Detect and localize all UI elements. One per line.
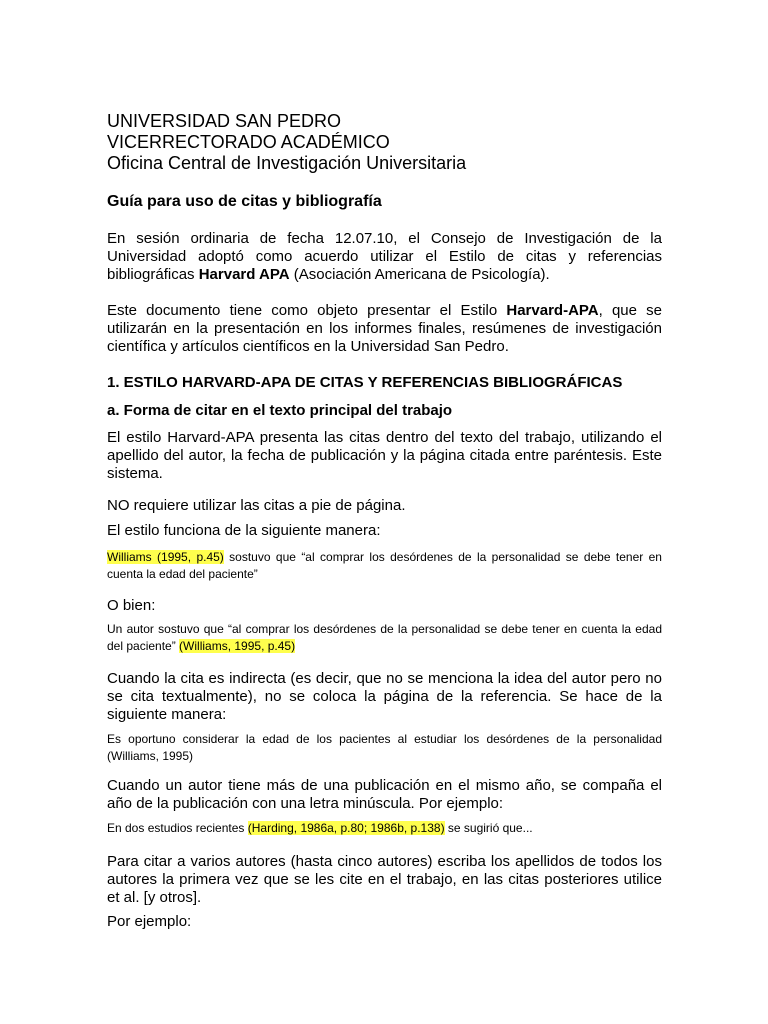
no-footnote-paragraph: NO requiere utilizar las citas a pie de página. [107, 497, 406, 514]
intro-paragraph: En sesión ordinaria de fecha 12.07.10, el Consejo de Investigación de la Universidad adoptó como acuerdo utilizar el Estilo de citas y referencias bibliográficas Harvard APA (Asociación Americana de Psicología). [107, 230, 662, 283]
highlighted-citation: Williams (1995, p.45) [107, 550, 224, 564]
highlighted-citation: (Harding, 1986a, p.80; 1986b, p.138) [247, 821, 445, 835]
example-3: Es oportuno considerar la edad de los pacientes al estudiar los desórdenes de la personalidad (Williams, 1995) [107, 732, 662, 763]
o-bien-label: O bien: [107, 597, 156, 614]
objective-paragraph: Este documento tiene como objeto presentar el Estilo Harvard-APA, que se utilizarán en la presentación en los informes finales, resúmenes de investigación científica y artículos científicos en la Universidad San Pedro. [107, 302, 662, 355]
section-1-heading: 1. ESTILO HARVARD-APA DE CITAS Y REFERENCIAS BIBLIOGRÁFICAS [107, 374, 623, 391]
multiple-authors-paragraph: Para citar a varios autores (hasta cinco autores) escriba los apellidos de todos los autores la primera vez que se les cite en el trabajo, en las citas posteriores utilice et al. [y otros]. [107, 853, 662, 906]
indirect-citation-paragraph: Cuando la cita es indirecta (es decir, que no se menciona la idea del autor pero no se cita textualmente), no se coloca la página de la referencia. Se hace de la siguiente manera: [107, 670, 662, 723]
subsection-a-heading: a. Forma de citar en el texto principal del trabajo [107, 402, 453, 419]
example-2: Un autor sostuvo que “al comprar los desórdenes de la personalidad se debe tener en cuenta la edad del paciente” (Williams, 1995, p.45) [107, 622, 662, 653]
harvard-apa-bold: Harvard APA [198, 266, 290, 283]
functions-paragraph: El estilo funciona de la siguiente manera: [107, 522, 381, 539]
example-1: Williams (1995, p.45) sostuvo que “al comprar los desórdenes de la personalidad se debe tener en cuenta la edad del paciente” [107, 550, 662, 581]
same-year-paragraph: Cuando un autor tiene más de una publicación en el mismo año, se compaña el año de la publicación con una letra minúscula. Por ejemplo: [107, 777, 662, 812]
example-4: En dos estudios recientes (Harding, 1986a, p.80; 1986b, p.138) se sugirió que... [107, 821, 533, 835]
por-ejemplo-label: Por ejemplo: [107, 913, 192, 930]
harvard-apa-bold-2: Harvard-APA [506, 302, 599, 319]
office-name: Oficina Central de Investigación Universitaria [107, 153, 467, 173]
vice-rectorate: VICERRECTORADO ACADÉMICO [107, 132, 390, 152]
document-title: Guía para uso de citas y bibliografía [107, 193, 382, 210]
style-paragraph: El estilo Harvard-APA presenta las citas dentro del texto del trabajo, utilizando el apellido del autor, la fecha de publicación y la página citada entre paréntesis. Este sistema. [107, 429, 662, 482]
highlighted-citation: (Williams, 1995, p.45) [179, 639, 296, 653]
university-name: UNIVERSIDAD SAN PEDRO [107, 111, 342, 131]
